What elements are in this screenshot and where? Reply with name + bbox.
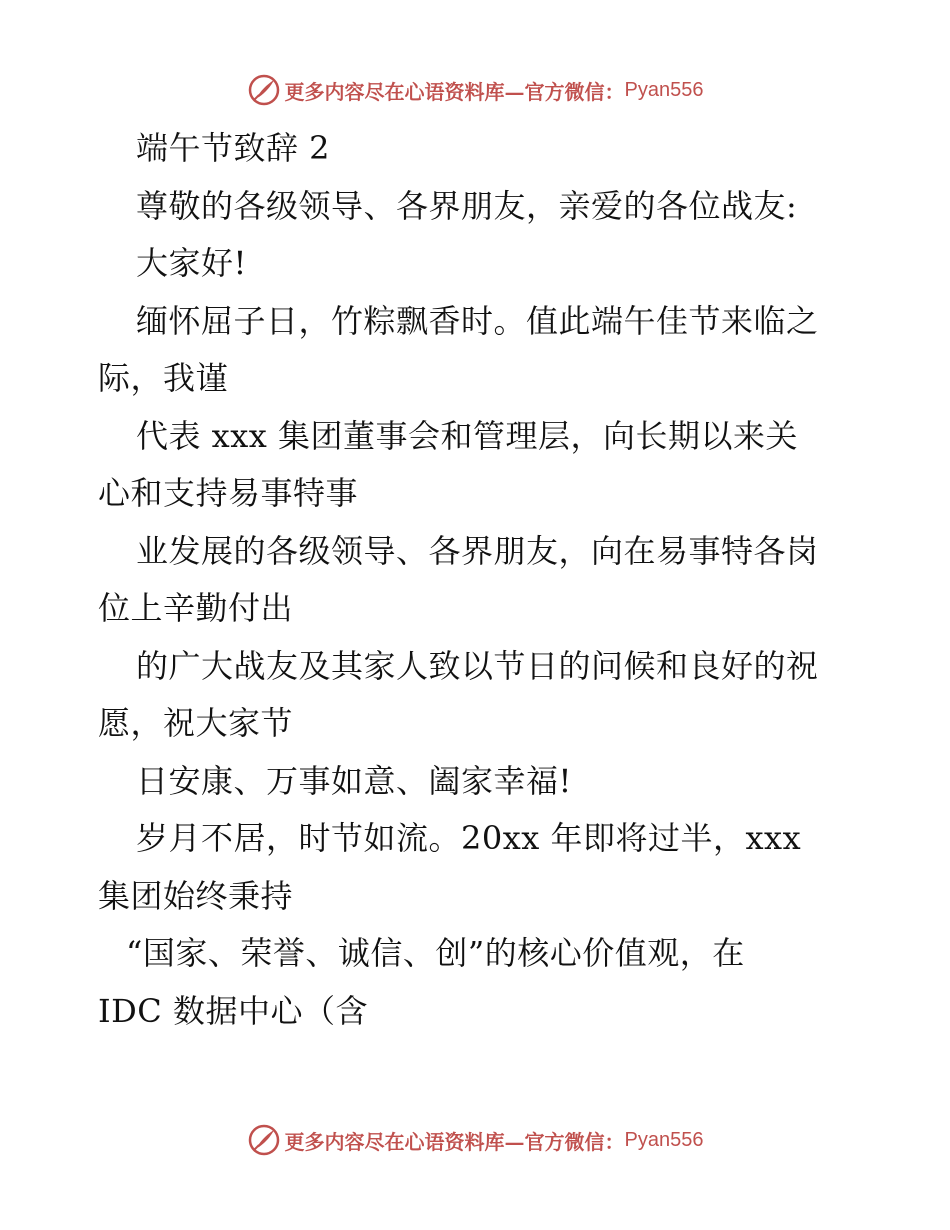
paragraph-line: IDC 数据中心（含 (98, 991, 368, 1030)
paragraph-line: 日安康、万事如意、阖家幸福! (136, 761, 572, 800)
paragraph-line: 业发展的各级领导、各界朋友，向在易事特各岗 (136, 531, 819, 570)
paragraph-line: 愿，祝大家节 (98, 704, 294, 742)
footer-banner (0, 1120, 950, 1160)
quill-emblem-icon (247, 73, 281, 107)
paragraph-line: 岁月不居，时节如流。20xx 年即将过半，xxx (136, 819, 802, 857)
salutation: 尊敬的各级领导、各界朋友，亲爱的各位战友: (136, 186, 798, 225)
quill-emblem-icon (247, 1123, 281, 1157)
paragraph-line: “国家、荣誉、诚信、创”的核心价值观，在 (126, 934, 745, 972)
paragraph-line: 际，我谨 (98, 359, 229, 397)
document-title: 端午节致辞 2 (136, 129, 331, 167)
paragraph-line: 的广大战友及其家人致以节日的问候和良好的祝 (136, 646, 819, 685)
promo-text: 更多内容尽在心语资料库—官方微信： (284, 79, 625, 104)
promo-text: 更多内容尽在心语资料库—官方微信： (284, 1129, 625, 1154)
greeting: 大家好! (136, 244, 247, 282)
paragraph-line: 缅怀屈子日，竹粽飘香时。值此端午佳节来临之 (136, 301, 819, 340)
header-banner (0, 70, 950, 110)
paragraph-line: 心和支持易事特事 (98, 474, 359, 512)
wechat-id: Pyan556 (624, 1128, 704, 1151)
wechat-id: Pyan556 (624, 78, 704, 101)
paragraph-line: 位上辛勤付出 (98, 589, 294, 627)
document-body (98, 120, 858, 1040)
paragraph-line: 代表 xxx 集团董事会和管理层，向长期以来关 (136, 416, 798, 455)
paragraph-line: 集团始终秉持 (98, 876, 294, 915)
